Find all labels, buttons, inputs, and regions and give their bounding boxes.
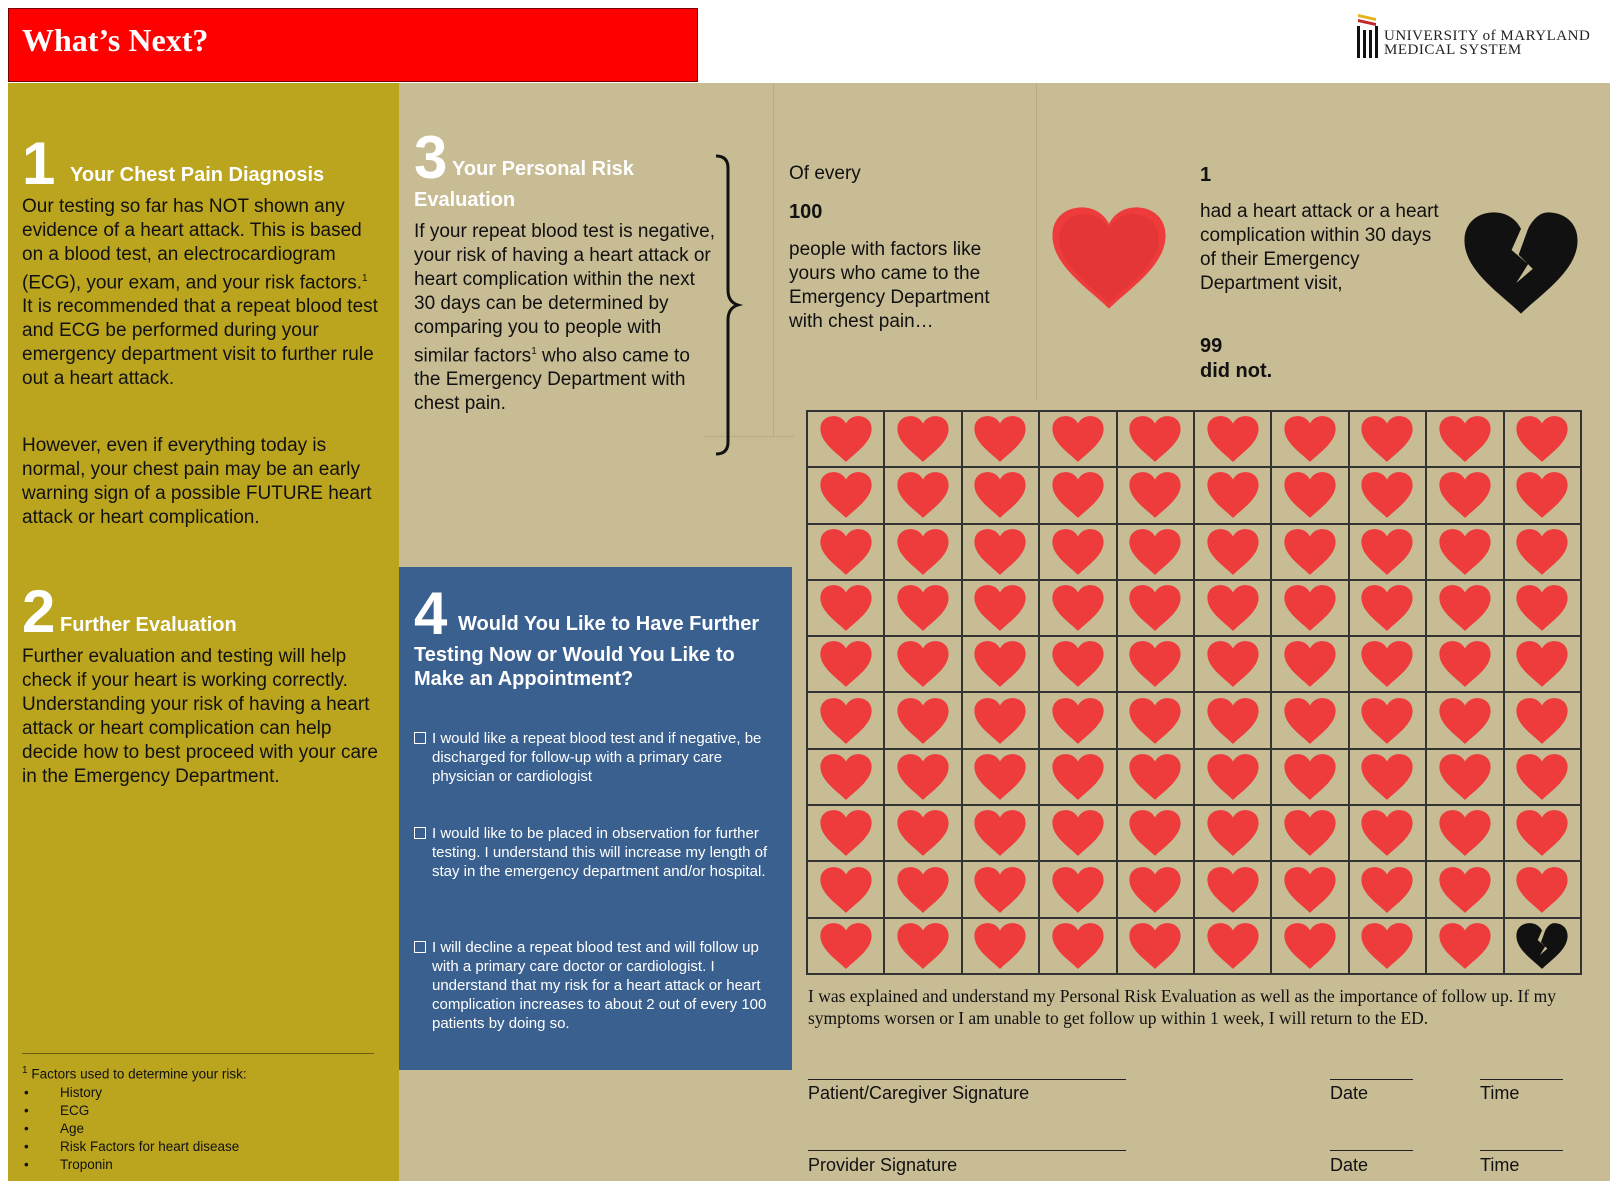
footnote-marker: 1: [22, 1065, 28, 1076]
grid-cell: [884, 861, 961, 917]
total-count: 100: [789, 201, 823, 223]
grid-cell: [1349, 524, 1426, 580]
heart-icon: [1048, 640, 1108, 688]
grid-cell: [1039, 411, 1116, 467]
heart-icon: [893, 640, 953, 688]
heart-icon: [1435, 415, 1495, 463]
option-decline[interactable]: [414, 938, 784, 1032]
section-3-text-a: If your repeat blood test is negative, your risk of having a heart attack or heart complication within the next 30 days can be determined by comparing you to people with similar factors: [414, 221, 716, 367]
grid-cell: [807, 749, 884, 805]
heart-icon: [1512, 753, 1572, 801]
heart-icon: [1435, 809, 1495, 857]
grid-cell: [1194, 580, 1271, 636]
heart-icon: [1435, 471, 1495, 519]
heart-icon: [970, 809, 1030, 857]
grid-cell: [1426, 636, 1503, 692]
grid-cell: [962, 692, 1039, 748]
heart-icon: [1048, 584, 1108, 632]
grid-cell: [1349, 805, 1426, 861]
heart-icon: [893, 528, 953, 576]
grid-cell: [1426, 861, 1503, 917]
grid-cell: [962, 636, 1039, 692]
umms-logo-icon: [1354, 8, 1380, 64]
heart-icon: [1435, 866, 1495, 914]
heart-icon: [1280, 809, 1340, 857]
grid-cell: [1349, 580, 1426, 636]
provider-date-label: Date: [1330, 1155, 1369, 1175]
heart-icon: [1125, 528, 1185, 576]
heart-icon: [1048, 922, 1108, 970]
heart-icon: [1125, 809, 1185, 857]
broken-heart-icon: [1512, 922, 1572, 970]
footnote-ref: 1: [362, 273, 368, 284]
heart-icon: [1435, 697, 1495, 745]
section-1-text-b: It is recommended that a repeat blood test and ECG be performed during your emergency department visit to further rule out a heart attack.: [22, 296, 378, 390]
list-item: • Risk Factors for heart disease: [22, 1138, 382, 1156]
heart-icon: [893, 697, 953, 745]
grid-cell: [1194, 805, 1271, 861]
grid-cell: [1504, 749, 1581, 805]
heart-icon: [1203, 697, 1263, 745]
heart-icon: [970, 697, 1030, 745]
list-item: • History: [22, 1084, 382, 1102]
grid-cell: [807, 524, 884, 580]
grid-cell: [1039, 918, 1116, 974]
footnote-ref: 1: [531, 346, 537, 357]
footnote-rule: [22, 1053, 374, 1054]
grid-cell: [1039, 749, 1116, 805]
heart-icon: [1125, 866, 1185, 914]
heart-icon: [1512, 584, 1572, 632]
checkbox[interactable]: [414, 732, 426, 744]
grid-cell: [1426, 524, 1503, 580]
option-label: I will decline a repeat blood test and will follow up with a primary care doctor or cardiologist. I understand that my risk for a heart attack or heart complication increases to about 2 out of every 100 patients by doing so.: [432, 939, 767, 1032]
heart-icon: [1435, 640, 1495, 688]
heart-icon: [1512, 528, 1572, 576]
heart-icon: [893, 415, 953, 463]
section-4-heading: Would You Like to Have Further: [458, 613, 760, 635]
unaffected-description: did not.: [1200, 360, 1273, 382]
grid-cell: [1117, 749, 1194, 805]
heart-icon: [1512, 415, 1572, 463]
heart-icon: [1357, 697, 1417, 745]
grid-cell: [1117, 411, 1194, 467]
grid-cell: [884, 636, 961, 692]
heart-icon: [1048, 471, 1108, 519]
heart-icon: [1357, 753, 1417, 801]
grid-cell: [1117, 524, 1194, 580]
heart-icon: [816, 922, 876, 970]
option-label: I would like to be placed in observation for further testing. I understand this will increase my length of stay in the emergency department and/or hospital.: [432, 825, 768, 880]
heart-icon: [1203, 922, 1263, 970]
grid-cell: [1039, 805, 1116, 861]
heart-icon: [1125, 640, 1185, 688]
grid-cell: [884, 524, 961, 580]
patient-signature-line[interactable]: [808, 1079, 1126, 1080]
provider-signature-label: Provider Signature: [808, 1155, 958, 1175]
heart-icon: [1048, 809, 1108, 857]
grid-cell: [807, 692, 884, 748]
heart-icon: [816, 471, 876, 519]
checkbox[interactable]: [414, 827, 426, 839]
heart-icon: [1125, 922, 1185, 970]
heart-icon: [1357, 809, 1417, 857]
heart-icon: [1512, 697, 1572, 745]
option-repeat-test[interactable]: [414, 729, 784, 785]
grid-cell: [962, 580, 1039, 636]
heart-icon: [816, 697, 876, 745]
patient-time-label: Time: [1480, 1083, 1520, 1103]
grid-cell: [1504, 411, 1581, 467]
heart-icon: [1048, 697, 1108, 745]
heart-icon: [1203, 415, 1263, 463]
grid-cell: [1117, 636, 1194, 692]
heart-icon: [970, 471, 1030, 519]
grid-cell: [1426, 467, 1503, 523]
grid-cell: [962, 411, 1039, 467]
section-4-number: 4: [414, 580, 448, 647]
grid-cell: [807, 580, 884, 636]
grid-cell: [1271, 805, 1348, 861]
heart-icon: [970, 528, 1030, 576]
list-item: • Age: [22, 1120, 382, 1138]
broken-heart-icon: [1462, 210, 1580, 316]
heart-icon: [1435, 528, 1495, 576]
grid-cell: [962, 749, 1039, 805]
grid-cell: [1271, 861, 1348, 917]
grid-cell: [1039, 467, 1116, 523]
grid-cell: [807, 861, 884, 917]
heart-icon: [1435, 753, 1495, 801]
heart-icon: [1280, 640, 1340, 688]
grid-cell: [1271, 918, 1348, 974]
brace-icon: [710, 152, 744, 458]
heart-icon: [1048, 415, 1108, 463]
grid-cell: [962, 524, 1039, 580]
heart-icon: [1280, 922, 1340, 970]
heart-icon: [1203, 528, 1263, 576]
option-label: I would like a repeat blood test and if negative, be discharged for follow-up with a primary care physician or cardiologist: [432, 730, 762, 785]
patient-date-label: Date: [1330, 1083, 1369, 1103]
footnote-title: [22, 1062, 382, 1084]
section-1-text-a: Our testing so far has NOT shown any evidence of a heart attack. This is based on a blood test, an electrocardiogram (ECG), your exam, and your risk factors.: [22, 196, 362, 294]
option-observation[interactable]: [414, 824, 784, 880]
grid-cell: [884, 692, 961, 748]
heart-icon: [1512, 809, 1572, 857]
heart-icon: [1435, 922, 1495, 970]
grid-cell: [1349, 749, 1426, 805]
list-item: • ECG: [22, 1102, 382, 1120]
grid-cell: [1271, 692, 1348, 748]
heart-icon: [1435, 584, 1495, 632]
heart-icon: [970, 866, 1030, 914]
heart-icon: [893, 753, 953, 801]
section-1-warning-text: However, even if everything today is normal, your chest pain may be an early warning sign of a possible FUTURE heart attack or heart complication.: [22, 435, 372, 528]
grid-cell: [807, 805, 884, 861]
section-1-heading: Your Chest Pain Diagnosis: [70, 164, 325, 186]
heart-icon: [1280, 471, 1340, 519]
heart-icon: [1280, 697, 1340, 745]
patient-time-line[interactable]: [1480, 1079, 1563, 1080]
heart-icon: [1048, 753, 1108, 801]
heart-icon: [893, 584, 953, 632]
grid-cell: [1039, 524, 1116, 580]
heart-icon: [816, 866, 876, 914]
heart-icon: [1203, 866, 1263, 914]
logo-line-2: MEDICAL SYSTEM: [1384, 42, 1522, 58]
heart-icon: [1203, 809, 1263, 857]
checkbox[interactable]: [414, 941, 426, 953]
heart-icon: [893, 809, 953, 857]
section-1-text: [22, 195, 380, 391]
patient-date-line[interactable]: [1330, 1079, 1413, 1080]
grid-cell: [1117, 580, 1194, 636]
heart-icon: [1357, 584, 1417, 632]
umms-logo: [1354, 8, 1591, 68]
heart-icon: [1050, 205, 1168, 311]
heart-icon: [1125, 697, 1185, 745]
heart-icon: [1203, 584, 1263, 632]
heart-icon: [970, 922, 1030, 970]
heart-icon: [1280, 528, 1340, 576]
grid-cell: [1504, 580, 1581, 636]
grid-cell: [1426, 580, 1503, 636]
footnote-title-text: Factors used to determine your risk:: [31, 1066, 247, 1082]
grid-cell: [1426, 918, 1503, 974]
heart-icon: [970, 753, 1030, 801]
grid-cell: [807, 636, 884, 692]
grid-cell: [1194, 749, 1271, 805]
grid-cell: [1349, 861, 1426, 917]
heart-icon: [893, 471, 953, 519]
heart-icon: [1280, 584, 1340, 632]
section-3-number: 3: [414, 124, 448, 191]
grid-cell: [1349, 467, 1426, 523]
heart-icon: [1125, 753, 1185, 801]
section-3-text: [414, 220, 719, 416]
of-every-label: Of every: [789, 163, 861, 184]
grid-cell: [1039, 861, 1116, 917]
heart-icon: [970, 415, 1030, 463]
grid-cell: [807, 411, 884, 467]
heart-icon: [970, 584, 1030, 632]
grid-cell: [1271, 580, 1348, 636]
patient-signature-label: Patient/Caregiver Signature: [808, 1083, 1030, 1103]
section-3-text-b: who also came to the Emergency Department with chest pain.: [414, 345, 690, 415]
heart-icon: [1048, 528, 1108, 576]
grid-cell: [962, 467, 1039, 523]
grid-cell: [1349, 411, 1426, 467]
page-title: What’s Next?: [22, 22, 209, 58]
heart-icon: [816, 640, 876, 688]
grid-cell: [807, 467, 884, 523]
heart-icon: [816, 584, 876, 632]
grid-cell: [1504, 467, 1581, 523]
heart-icon: [893, 922, 953, 970]
grid-cell: [1504, 861, 1581, 917]
grid-cell: [1504, 692, 1581, 748]
heart-icon: [1357, 415, 1417, 463]
grid-cell: [1117, 805, 1194, 861]
heart-icon: [1048, 866, 1108, 914]
grid-cell: [1117, 918, 1194, 974]
grid-cell: [962, 918, 1039, 974]
grid-cell: [884, 918, 961, 974]
heart-icon: [1125, 471, 1185, 519]
grid-cell: [1504, 918, 1581, 974]
grid-cell: [1117, 861, 1194, 917]
heart-icon: [816, 528, 876, 576]
heart-icon: [1512, 866, 1572, 914]
heart-icon: [970, 640, 1030, 688]
heart-icon: [1280, 415, 1340, 463]
grid-cell: [1271, 524, 1348, 580]
divider: [1036, 83, 1037, 401]
heart-icon: [1280, 753, 1340, 801]
grid-cell: [1426, 749, 1503, 805]
heart-icon: [1280, 866, 1340, 914]
grid-cell: [884, 749, 961, 805]
section-4-heading-cont: Testing Now or Would You Like to Make an Appointment?: [414, 644, 735, 690]
section-2-text: Further evaluation and testing will help check if your heart is working correctly. Understanding your risk of having a heart attack or heart complication can help decide how to best proceed with your care in the Emergency Department.: [22, 646, 378, 787]
grid-cell: [1117, 692, 1194, 748]
grid-cell: [1194, 524, 1271, 580]
heart-icon: [1203, 640, 1263, 688]
divider: [773, 83, 774, 437]
unaffected-count: 99: [1200, 335, 1223, 357]
grid-cell: [1349, 636, 1426, 692]
grid-cell: [884, 411, 961, 467]
footnote: [22, 1062, 382, 1174]
grid-cell: [1504, 636, 1581, 692]
grid-cell: [1194, 636, 1271, 692]
grid-cell: [1194, 467, 1271, 523]
grid-cell: [1117, 467, 1194, 523]
affected-description: had a heart attack or a heart complication within 30 days of their Emergency Department visit,: [1200, 201, 1439, 294]
section-1-number: 1: [22, 130, 56, 197]
grid-cell: [1271, 749, 1348, 805]
grid-cell: [962, 805, 1039, 861]
grid-cell: [1194, 861, 1271, 917]
grid-cell: [1194, 918, 1271, 974]
heart-icon: [816, 415, 876, 463]
heart-icon: [816, 753, 876, 801]
heart-icon: [893, 866, 953, 914]
grid-cell: [1504, 524, 1581, 580]
grid-cell: [1504, 805, 1581, 861]
heart-icon: [1357, 528, 1417, 576]
grid-cell: [884, 580, 961, 636]
list-item: • Troponin: [22, 1156, 382, 1174]
section-2-number: 2: [22, 578, 56, 645]
grid-cell: [1271, 636, 1348, 692]
grid-cell: [1349, 918, 1426, 974]
heart-icon: [1512, 471, 1572, 519]
grid-cell: [1426, 805, 1503, 861]
grid-cell: [962, 861, 1039, 917]
provider-time-label: Time: [1480, 1155, 1520, 1175]
heart-icon: [1357, 866, 1417, 914]
section-2-heading: Further Evaluation: [60, 614, 237, 636]
grid-cell: [1349, 692, 1426, 748]
grid-cell: [1039, 580, 1116, 636]
heart-icon: [1357, 922, 1417, 970]
heart-icon: [816, 809, 876, 857]
grid-cell: [1271, 411, 1348, 467]
grid-cell: [1194, 692, 1271, 748]
logo-line-1: UNIVERSITY of MARYLAND: [1384, 28, 1591, 44]
section-3-heading-cont: Evaluation: [414, 189, 516, 211]
risk-icon-grid: [806, 410, 1582, 975]
provider-time-line[interactable]: [1480, 1150, 1563, 1151]
grid-cell: [1271, 467, 1348, 523]
grid-cell: [1039, 692, 1116, 748]
heart-icon: [1512, 640, 1572, 688]
grid-cell: [1426, 411, 1503, 467]
acknowledgement-statement: I was explained and understand my Personal Risk Evaluation as well as the importance of follow up. If my symptoms worsen or I am unable to get follow up within 1 week, I will return to the ED.: [808, 986, 1556, 1028]
grid-cell: [1039, 636, 1116, 692]
provider-signature-line[interactable]: [808, 1150, 1126, 1151]
grid-cell: [884, 805, 961, 861]
heart-icon: [1203, 753, 1263, 801]
grid-cell: [807, 918, 884, 974]
affected-count: 1: [1200, 164, 1212, 186]
grid-cell: [884, 467, 961, 523]
heart-icon: [1357, 471, 1417, 519]
grid-cell: [1426, 692, 1503, 748]
heart-icon: [1125, 415, 1185, 463]
heart-icon: [1357, 640, 1417, 688]
grid-cell: [1194, 411, 1271, 467]
provider-date-line[interactable]: [1330, 1150, 1413, 1151]
heart-icon: [1203, 471, 1263, 519]
heart-icon: [1125, 584, 1185, 632]
risk-factor-list: [22, 1084, 382, 1174]
section-3-heading: Your Personal Risk: [452, 158, 634, 180]
total-description: people with factors like yours who came to the Emergency Department with chest pain…: [789, 239, 990, 332]
